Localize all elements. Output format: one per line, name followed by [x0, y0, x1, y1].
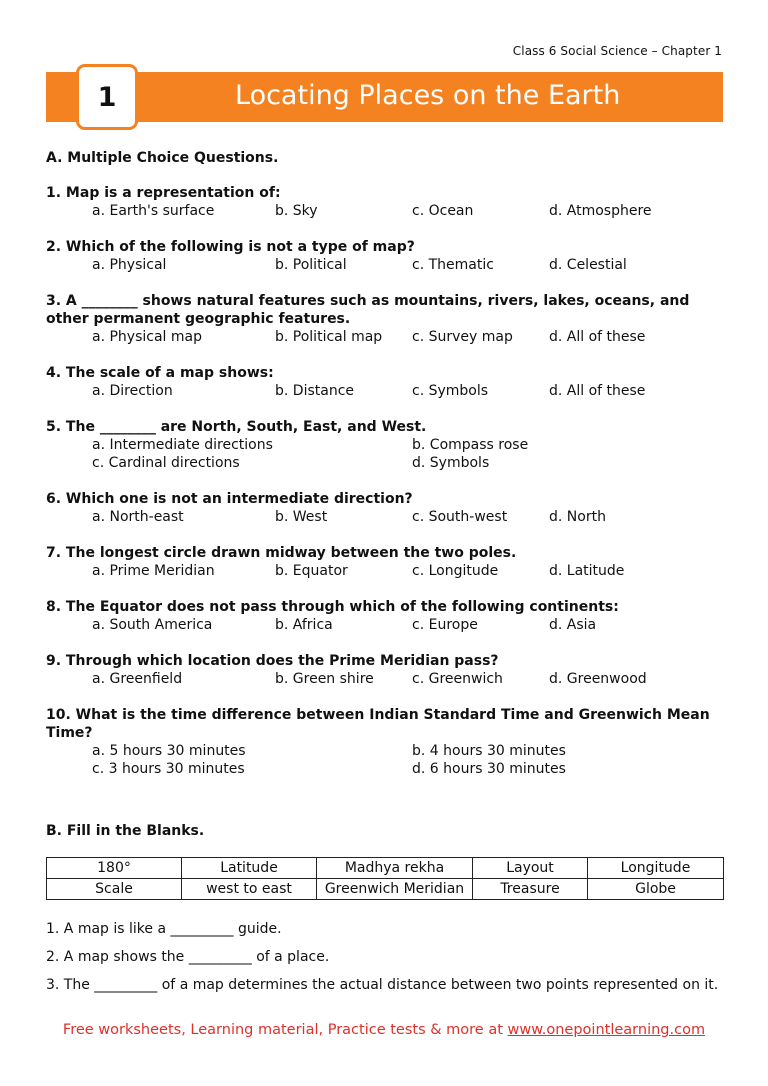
option-a: a. Earth's surface	[92, 203, 215, 219]
option-d: d. Latitude	[549, 563, 625, 579]
question-text: 9. Through which location does the Prime Meridian pass?	[46, 653, 499, 669]
table-cell: Greenwich Meridian	[317, 879, 473, 900]
option-b: b. Green shire	[275, 671, 374, 687]
footer	[0, 1022, 768, 1038]
question-text: 3. A ________ shows natural features such as mountains, rivers, lakes, oceans, and other permanent geographic features.	[46, 293, 690, 327]
table-row	[47, 858, 724, 879]
option-a: a. Greenfield	[92, 671, 183, 687]
section-a	[46, 150, 726, 778]
table-cell: Longitude	[588, 858, 724, 879]
question-4	[46, 364, 726, 400]
option-c: c. Greenwich	[412, 671, 503, 687]
option-c: c. Cardinal directions	[92, 455, 240, 471]
question-text: 5. The ________ are North, South, East, and West.	[46, 419, 427, 435]
option-d: d. Symbols	[412, 455, 490, 471]
option-b: b. Distance	[275, 383, 355, 399]
option-b: b. Africa	[275, 617, 333, 633]
table-cell: Madhya rekha	[317, 858, 473, 879]
table-cell: Scale	[47, 879, 182, 900]
option-d: d. North	[549, 509, 606, 525]
table-cell: west to east	[182, 879, 317, 900]
question-8	[46, 598, 726, 634]
class-label: Class 6 Social Science – Chapter 1	[512, 44, 722, 58]
blank-1: 1. A map is like a _________ guide.	[46, 921, 282, 937]
option-a: a. Physical	[92, 257, 167, 273]
blank-3: 3. The _________ of a map determines the actual distance between two points represented on it.	[46, 977, 719, 993]
question-text: 1. Map is a representation of:	[46, 185, 281, 201]
option-a: a. North-east	[92, 509, 184, 525]
option-b: b. 4 hours 30 minutes	[412, 743, 566, 759]
question-10	[46, 706, 726, 778]
question-5	[46, 418, 726, 472]
option-b: b. Equator	[275, 563, 348, 579]
question-text: 10. What is the time difference between Indian Standard Time and Greenwich Mean Time?	[46, 707, 710, 741]
question-2	[46, 238, 726, 274]
option-c: c. Ocean	[412, 203, 474, 219]
option-a: a. Prime Meridian	[92, 563, 215, 579]
option-a: a. Direction	[92, 383, 173, 399]
footer-text: Free worksheets, Learning material, Practice tests & more at	[62, 1022, 508, 1038]
option-b: b. Political map	[275, 329, 383, 345]
option-c: c. Survey map	[412, 329, 513, 345]
word-bank-table	[46, 857, 724, 900]
question-text: 2. Which of the following is not a type of map?	[46, 239, 415, 255]
option-d: d. 6 hours 30 minutes	[412, 761, 566, 777]
question-3	[46, 292, 726, 346]
option-c: c. South-west	[412, 509, 508, 525]
blank-2: 2. A map shows the _________ of a place.	[46, 949, 330, 965]
option-a: a. Physical map	[92, 329, 202, 345]
question-9	[46, 652, 726, 688]
option-b: b. Political	[275, 257, 347, 273]
option-c: c. Europe	[412, 617, 478, 633]
option-d: d. All of these	[549, 329, 646, 345]
question-text: 8. The Equator does not pass through which of the following continents:	[46, 599, 619, 615]
section-b-title: B. Fill in the Blanks.	[46, 823, 205, 839]
table-cell: Latitude	[182, 858, 317, 879]
option-b: b. West	[275, 509, 328, 525]
option-c: c. 3 hours 30 minutes	[92, 761, 245, 777]
option-a: a. Intermediate directions	[92, 437, 273, 453]
option-d: d. All of these	[549, 383, 646, 399]
table-cell: Treasure	[473, 879, 588, 900]
question-text: 7. The longest circle drawn midway between the two poles.	[46, 545, 517, 561]
option-c: c. Symbols	[412, 383, 489, 399]
option-a: a. South America	[92, 617, 213, 633]
footer-link[interactable]: www.onepointlearning.com	[507, 1022, 706, 1038]
option-b: b. Sky	[275, 203, 318, 219]
table-cell: 180°	[47, 858, 182, 879]
table-row	[47, 879, 724, 900]
chapter-number: 1	[76, 64, 138, 130]
question-text: 4. The scale of a map shows:	[46, 365, 274, 381]
option-d: d. Greenwood	[549, 671, 647, 687]
question-7	[46, 544, 726, 580]
option-b: b. Compass rose	[412, 437, 529, 453]
table-cell: Globe	[588, 879, 724, 900]
option-d: d. Atmosphere	[549, 203, 652, 219]
option-a: a. 5 hours 30 minutes	[92, 743, 246, 759]
option-c: c. Thematic	[412, 257, 494, 273]
section-a-title: A. Multiple Choice Questions.	[46, 150, 279, 166]
table-cell: Layout	[473, 858, 588, 879]
question-text: 6. Which one is not an intermediate direction?	[46, 491, 413, 507]
option-d: d. Celestial	[549, 257, 627, 273]
chapter-title: Locating Places on the Earth	[235, 80, 621, 111]
option-c: c. Longitude	[412, 563, 499, 579]
question-1	[46, 184, 726, 220]
question-6	[46, 490, 726, 526]
option-d: d. Asia	[549, 617, 597, 633]
